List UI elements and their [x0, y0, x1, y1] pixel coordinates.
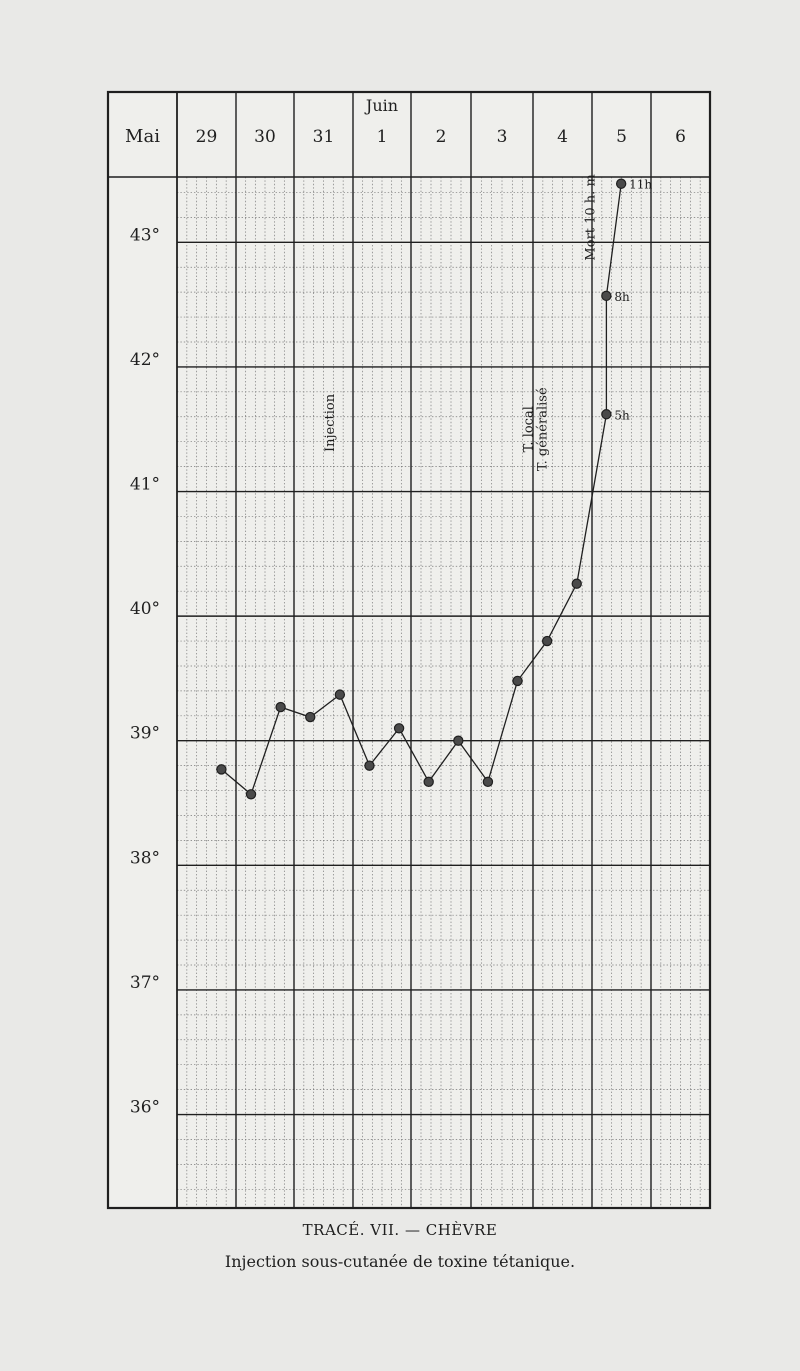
- y-tick-label: 38°: [129, 848, 161, 869]
- vertical-annotation: Mort 10 h. m: [583, 174, 599, 261]
- temperature-point: [543, 636, 552, 645]
- y-tick-label: 39°: [129, 723, 161, 744]
- point-time-label: 5h: [614, 408, 630, 423]
- caption-subtitle: Injection sous-cutanée de toxine tétanique.: [224, 1252, 576, 1271]
- temperature-point: [602, 410, 611, 419]
- header-day-label: 1: [376, 127, 388, 147]
- temperature-point: [572, 579, 581, 588]
- temperature-point: [424, 777, 433, 786]
- header-first-label: Mai: [125, 126, 160, 147]
- temperature-point: [394, 724, 403, 733]
- header-day-label: 29: [195, 127, 218, 147]
- header-day-label: 5: [616, 127, 627, 147]
- header-day-label: 31: [312, 127, 335, 147]
- y-tick-label: 43°: [129, 225, 161, 246]
- chart-paper: [108, 92, 710, 1208]
- header-day-label: 2: [435, 127, 447, 147]
- y-tick-label: 36°: [129, 1097, 161, 1118]
- temperature-point: [217, 765, 226, 774]
- y-tick-label: 40°: [129, 599, 161, 620]
- header-day-label: 4: [557, 127, 568, 147]
- temperature-point: [617, 179, 626, 188]
- vertical-annotation: Injection: [322, 393, 338, 453]
- point-time-label: 11h: [629, 177, 653, 192]
- temperature-point: [246, 790, 255, 799]
- header-day-label: 3: [496, 127, 508, 147]
- y-tick-label: 42°: [129, 349, 161, 370]
- grid-layer: [108, 92, 710, 1208]
- temperature-point: [306, 712, 315, 721]
- point-time-label: 8h: [614, 289, 630, 304]
- temperature-point: [454, 736, 463, 745]
- temperature-point: [513, 676, 522, 685]
- temperature-point: [276, 702, 285, 711]
- y-tick-label: 41°: [129, 474, 161, 495]
- temperature-point: [335, 690, 344, 699]
- vertical-annotation: T. local: [521, 406, 537, 453]
- header-day-label: 6: [675, 127, 686, 147]
- y-tick-label: 37°: [129, 972, 161, 993]
- temperature-point: [483, 777, 492, 786]
- header-month-change-label: Juin: [365, 96, 399, 115]
- vertical-annotation: T. généralisé: [535, 387, 551, 472]
- header-day-label: 30: [254, 127, 276, 147]
- temperature-point: [365, 761, 374, 770]
- temperature-point: [602, 291, 611, 300]
- caption-title: TRACÉ. VII. — CHÈVRE: [302, 1221, 498, 1239]
